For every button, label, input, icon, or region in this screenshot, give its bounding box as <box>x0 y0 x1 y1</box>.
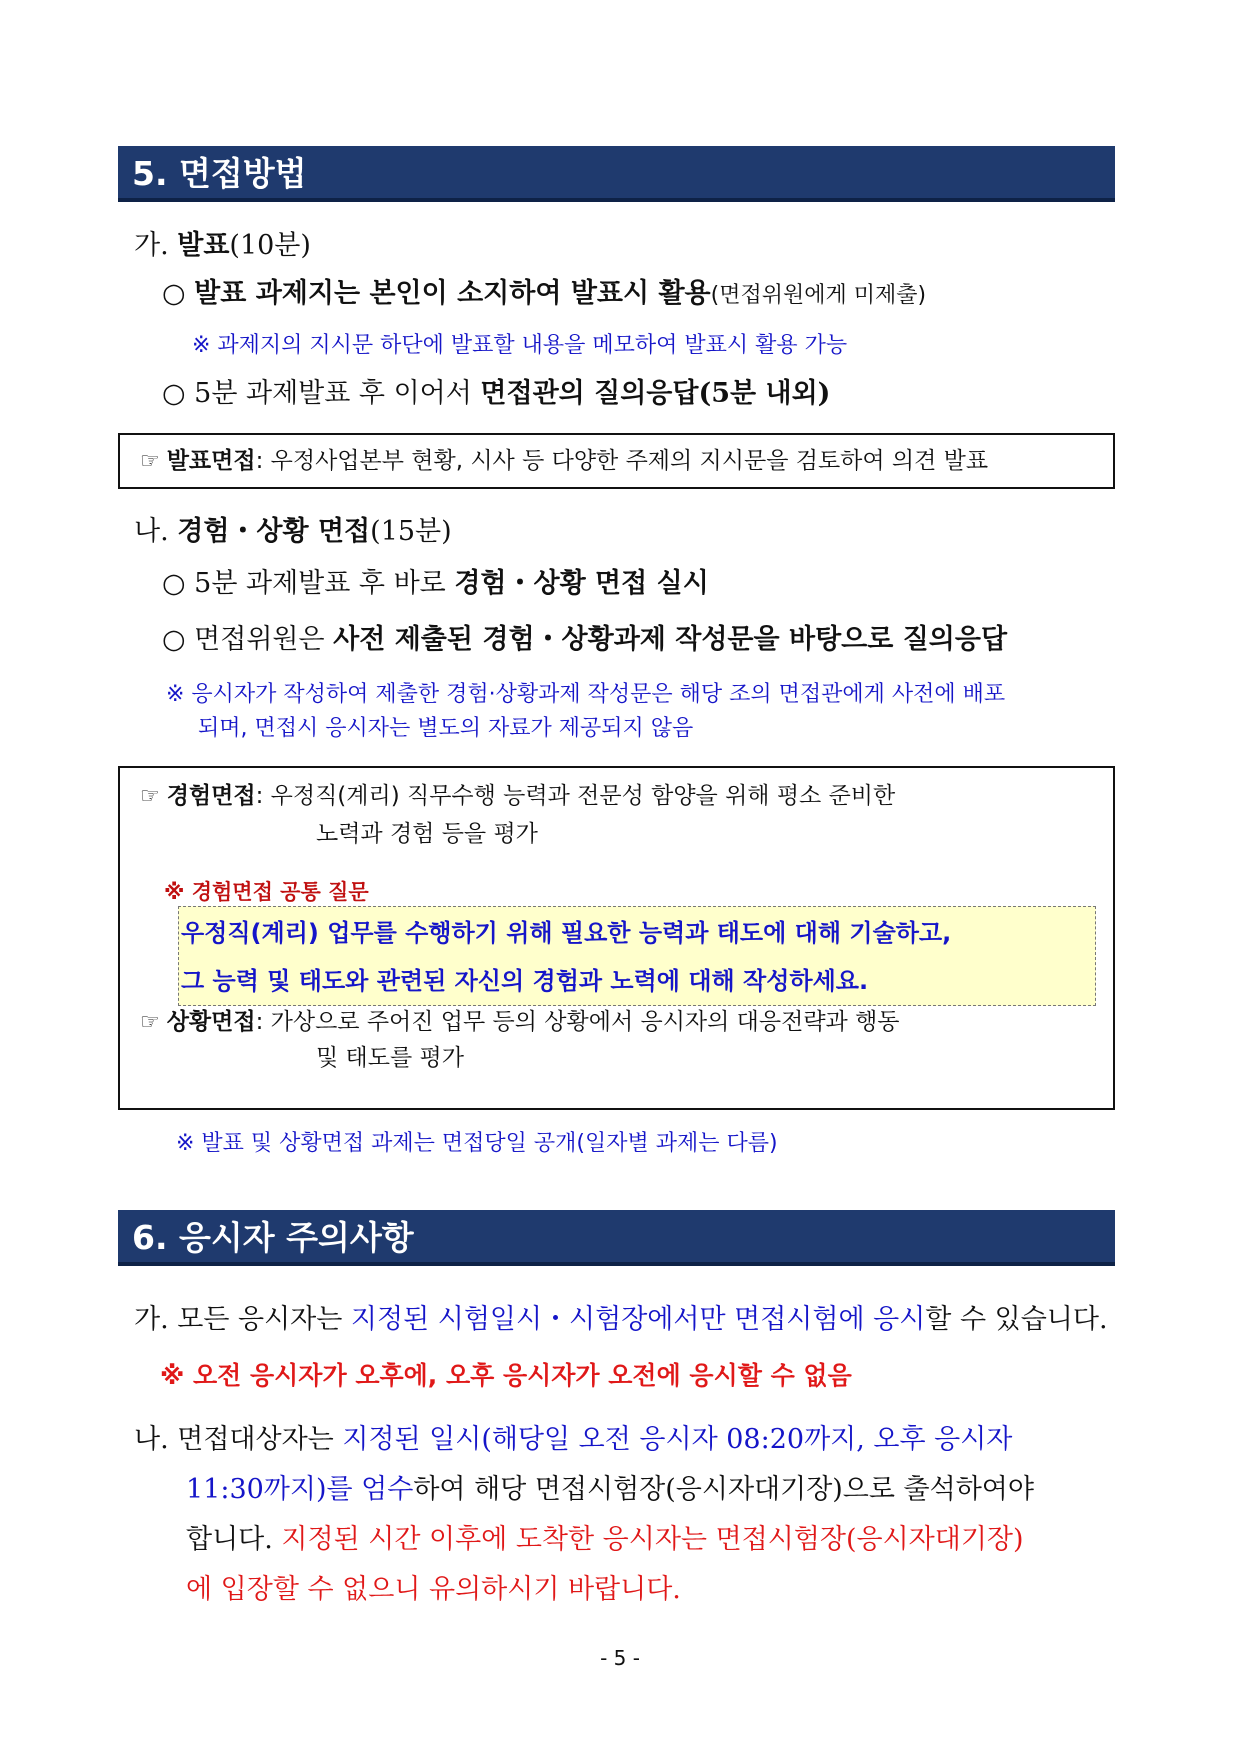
section6-na-line3 <box>186 1522 1024 1558</box>
section-5-header <box>118 146 1115 202</box>
box2-experience-line1 <box>140 778 895 815</box>
box2-text1a: : 우정직(계리) 직무수행 능력과 전문성 함양을 위해 평소 준비한 <box>255 783 896 809</box>
s6-na-blue2: 11:30까지)를 엄수 <box>186 1474 414 1505</box>
s6-ga-plain2: 할 수 있습니다. <box>925 1304 1108 1335</box>
note-memo: ※ 과제지의 지시문 하단에 발표할 내용을 메모하여 발표시 활용 가능 <box>192 333 848 358</box>
section6-ga-paragraph <box>134 1302 1108 1338</box>
box2-text2a: : 가상으로 주어진 업무 등의 상황에서 응시자의 대응전략과 행동 <box>255 1009 900 1035</box>
circle-bullet-icon: ○ <box>162 568 195 599</box>
box2-situation-line2: 및 태도를 평가 <box>316 1045 464 1071</box>
bullet4-plain: 면접위원은 <box>194 624 334 655</box>
bullet-presentation-material <box>162 276 926 314</box>
section6-na-line2 <box>186 1472 1034 1508</box>
common-question-label: ※ 경험면접 공통 질문 <box>164 880 369 904</box>
box1-line <box>140 443 988 480</box>
section6-na-line4: 에 입장할 수 없으니 유의하시기 바랍니다. <box>186 1574 681 1605</box>
s6-na-blue1: 지정된 일시(해당일 오전 응시자 08:20까지, 오후 응시자 <box>342 1424 1013 1455</box>
presentation-interview-box <box>118 433 1115 489</box>
subsection-ga-heading <box>134 228 311 264</box>
box1-text: : 우정사업본부 현황, 시사 등 다양한 주제의 지시문을 검토하여 의견 발표 <box>255 448 989 474</box>
bullet-experience-start <box>162 566 709 602</box>
s6-ga-plain1: 가. 모든 응시자는 <box>134 1304 351 1335</box>
common-question-line2: 그 능력 및 태도와 관련된 자신의 경험과 노력에 대해 작성하세요. <box>181 967 869 995</box>
section-6-header <box>118 1210 1115 1266</box>
s6-na-plain3: 합니다. <box>186 1524 282 1555</box>
section-5-title: 5. 면접방법 <box>132 154 307 193</box>
bullet2-plain: 5분 과제발표 후 이어서 <box>194 378 481 409</box>
pointing-hand-icon: ☞ <box>140 784 167 809</box>
note-task-disclosure: ※ 발표 및 상황면접 과제는 면접당일 공개(일자별 과제는 다름) <box>176 1131 778 1156</box>
note-distribution-line1: ※ 응시자가 작성하여 제출한 경험·상황과제 작성문은 해당 조의 면접관에게 사전에 배포 <box>166 682 1006 707</box>
bullet-presentation-time <box>162 376 830 412</box>
pointing-hand-icon: ☞ <box>140 1010 167 1035</box>
circle-bullet-icon: ○ <box>162 624 195 655</box>
s6-na-plain1: 나. 면접대상자는 <box>134 1424 343 1455</box>
section6-na-line1 <box>134 1422 1012 1458</box>
circle-bullet-icon: ○ <box>162 278 195 309</box>
na-label: 나. <box>134 516 178 547</box>
bullet1-bold: 발표 과제지는 본인이 소지하여 발표시 활용 <box>194 278 711 309</box>
box1-bold: 발표면접 <box>166 448 256 474</box>
subsection-na-heading <box>134 514 452 550</box>
section-6-title: 6. 응시자 주의사항 <box>132 1218 414 1257</box>
bullet2-bold: 면접관의 질의응답(5분 내외) <box>480 378 831 409</box>
common-question-line1: 우정직(계리) 업무를 수행하기 위해 필요한 능력과 태도에 대해 기술하고, <box>181 919 952 947</box>
na-rest: (15분) <box>370 516 452 547</box>
circle-bullet-icon: ○ <box>162 378 195 409</box>
s6-na-red1: 지정된 시간 이후에 도착한 응시자는 면접시험장(응시자대기장) <box>281 1524 1024 1555</box>
ga-rest: (10분) <box>229 230 311 261</box>
box2-bold1: 경험면접 <box>166 783 256 809</box>
na-bold: 경험・상황 면접 <box>177 516 371 547</box>
box2-bold2: 상황면접 <box>166 1009 256 1035</box>
ga-bold: 발표 <box>177 230 230 261</box>
note-distribution-line2: 되며, 면접시 응시자는 별도의 자료가 제공되지 않음 <box>198 716 694 741</box>
bullet4-bold: 사전 제출된 경험・상황과제 작성문을 바탕으로 질의응답 <box>333 624 1008 655</box>
common-question-box <box>178 906 1096 1006</box>
bullet1-small: (면접위원에게 미제출) <box>710 283 927 308</box>
warning-no-session-swap: ※ 오전 응시자가 오후에, 오후 응시자가 오전에 응시할 수 없음 <box>160 1361 852 1390</box>
pointing-hand-icon: ☞ <box>140 449 167 474</box>
page-number: - 5 - <box>600 1646 640 1670</box>
bullet3-plain: 5분 과제발표 후 바로 <box>194 568 455 599</box>
bullet-interviewer-qa <box>162 622 1007 658</box>
s6-ga-blue: 지정된 시험일시・시험장에서만 면접시험에 응시 <box>350 1304 926 1335</box>
box2-situation-line1 <box>140 1004 900 1041</box>
ga-label: 가. <box>134 230 178 261</box>
box2-experience-line2: 노력과 경험 등을 평가 <box>316 821 538 847</box>
s6-na-plain2: 하여 해당 면접시험장(응시자대기장)으로 출석하여야 <box>413 1474 1034 1505</box>
bullet3-bold: 경험・상황 면접 실시 <box>454 568 709 599</box>
